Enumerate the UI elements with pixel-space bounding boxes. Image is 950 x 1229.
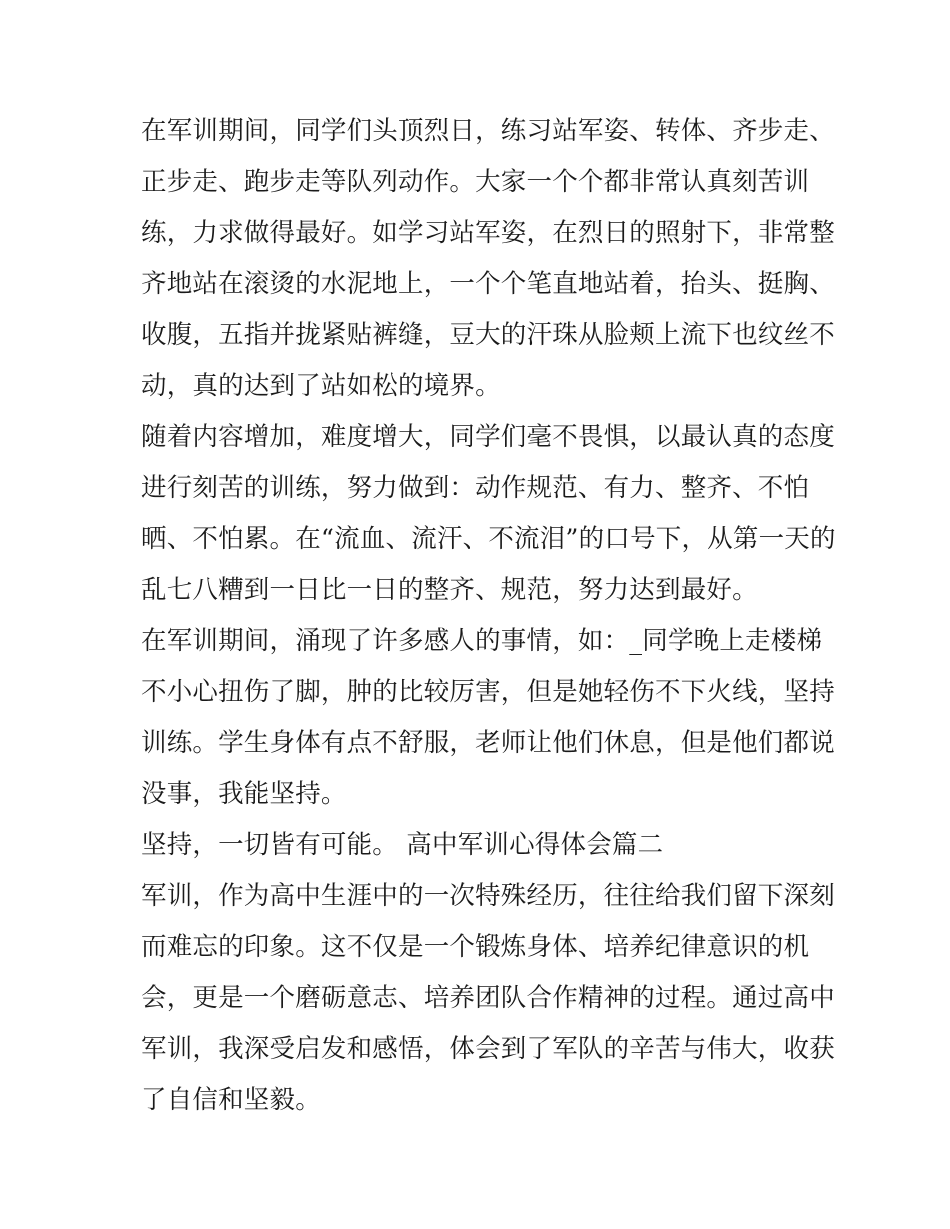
text-line: 收腹，五指并拢紧贴裤缝，豆大的汗珠从脸颊上流下也纹丝不 <box>141 320 835 350</box>
text-line: 军训，作为高中生涯中的一次特殊经历，往往给我们留下深刻 <box>141 881 835 911</box>
text-line: 乱七八糟到一日比一日的整齐、规范，努力达到最好。 <box>141 575 758 605</box>
text-line: 军训，我深受启发和感悟，体会到了军队的辛苦与伟大，收获 <box>141 1034 835 1064</box>
text-line: 晒、不怕累。在“流血、流汗、不流泪”的口号下，从第一天的 <box>141 524 836 554</box>
text-line: 齐地站在滚烫的水泥地上，一个个笔直地站着，抬头、挺胸、 <box>141 269 835 299</box>
text-line: 不小心扭伤了脚，肿的比较厉害，但是她轻伤不下火线，坚持 <box>141 677 835 707</box>
text-line: 随着内容增加，难度增大，同学们毫不畏惧，以最认真的态度 <box>141 422 835 452</box>
text-line: 练，力求做得最好。如学习站军姿，在烈日的照射下，非常整 <box>141 218 835 248</box>
text-line: 正步走、跑步走等队列动作。大家一个个都非常认真刻苦训 <box>141 167 810 197</box>
text-line: 在军训期间，同学们头顶烈日，练习站军姿、转体、齐步走、 <box>141 116 835 146</box>
text-line: 没事，我能坚持。 <box>141 779 347 809</box>
text-line: 而难忘的印象。这不仅是一个锻炼身体、培养纪律意识的机 <box>141 932 810 962</box>
text-line: 训练。学生身体有点不舒服，老师让他们休息，但是他们都说 <box>141 728 835 758</box>
text-line: 会，更是一个磨砺意志、培养团队合作精神的过程。通过高中 <box>141 983 835 1013</box>
document-body <box>141 106 836 1126</box>
text-line: 动，真的达到了站如松的境界。 <box>141 371 501 401</box>
text-line: 进行刻苦的训练，努力做到：动作规范、有力、整齐、不怕 <box>141 473 810 503</box>
text-line: 在军训期间，涌现了许多感人的事情，如：_同学晚上走楼梯 <box>141 626 823 656</box>
text-line: 坚持，一切皆有可能。 高中军训心得体会篇二 <box>141 830 664 860</box>
text-line: 了自信和坚毅。 <box>141 1085 321 1115</box>
